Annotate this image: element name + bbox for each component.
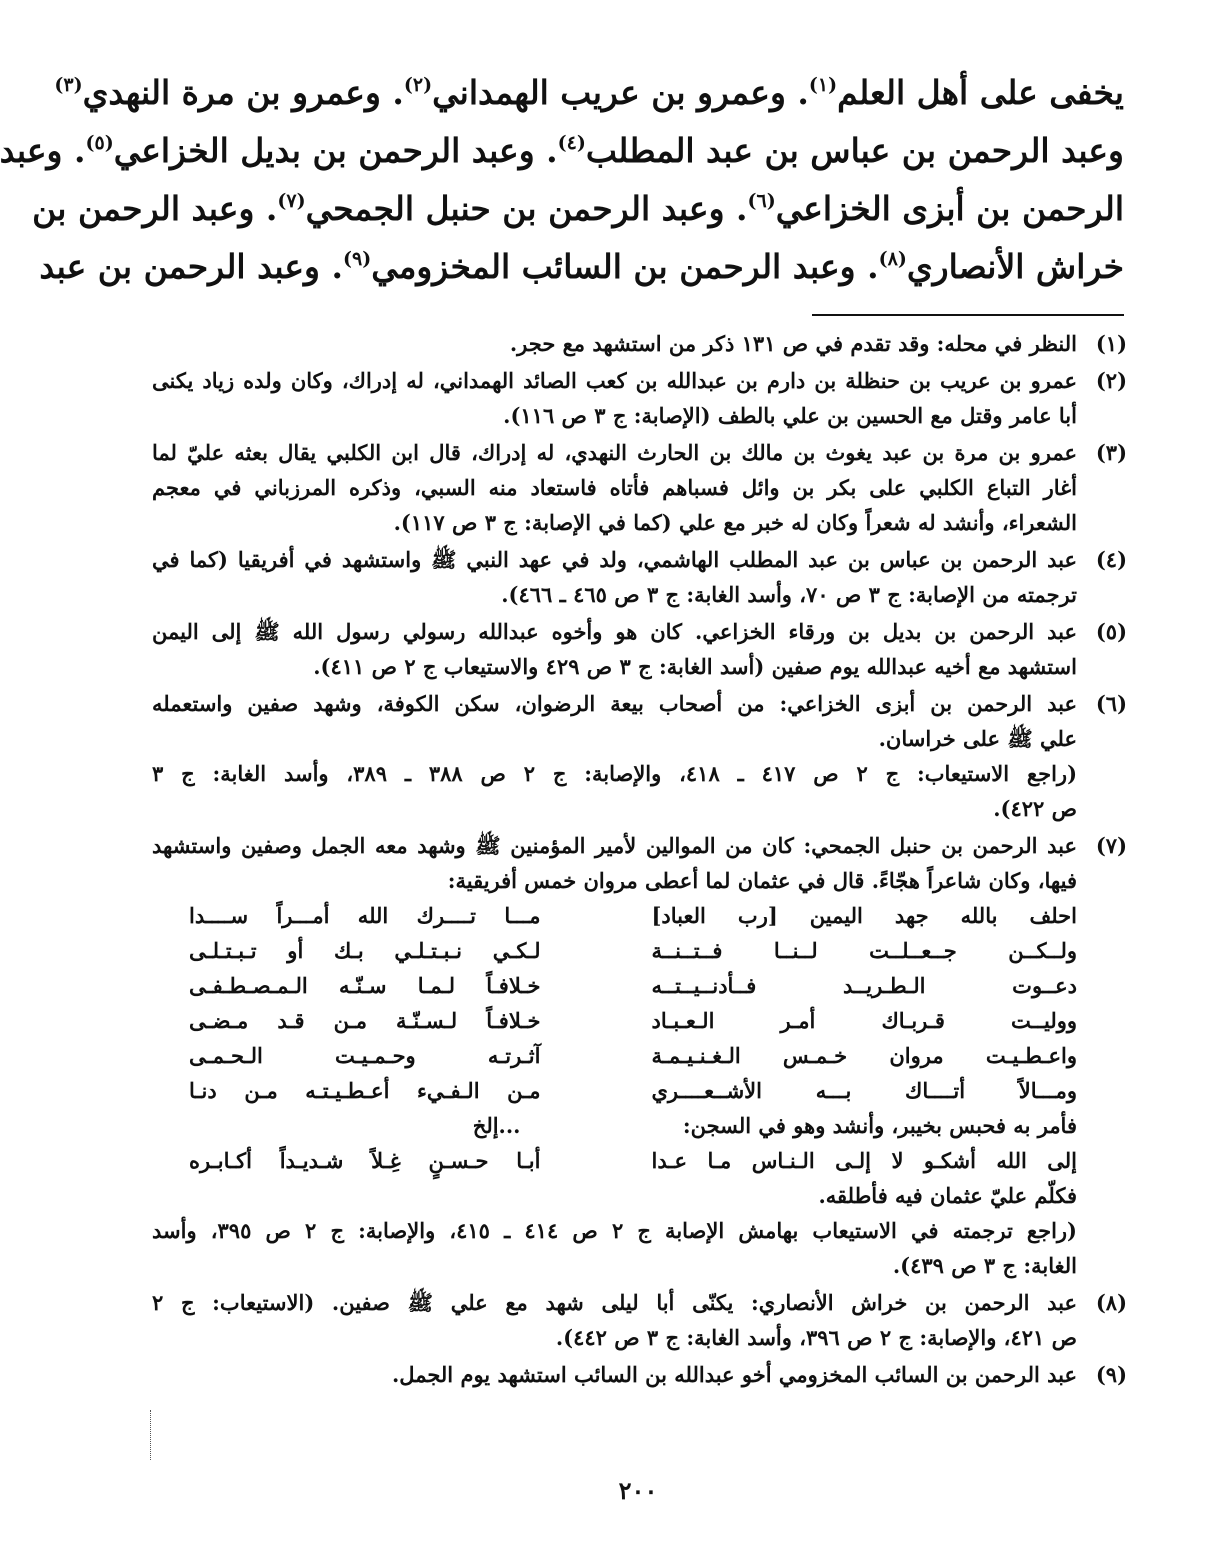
main-text <box>0 64 1124 296</box>
footnote-line: الغابة: ج ٣ ص ٤٣٩). <box>892 1253 1077 1278</box>
footnote-2 <box>152 363 1127 433</box>
footnote-number: (٦) <box>1095 691 1127 716</box>
footnote-separator <box>812 314 1124 316</box>
poem <box>152 898 1077 1178</box>
footnote-body <box>152 686 1077 826</box>
verse-second-hemistich: مـــا تــــرك الله أمـــراً ســــدا <box>189 903 541 928</box>
footnotes <box>152 326 1127 1394</box>
footnote-line: (راجع ترجمته في الاستيعاب بهامش الإصابة ج ٢ ص ٤١٤ ـ ٤١٥، والإصابة: ج ٢ ص ٣٩٥، وأسد <box>152 1218 1077 1243</box>
main-text-segment: يخفى على أهل العلم <box>837 73 1124 112</box>
footnote-line: ص ٤٢٢). <box>993 796 1077 821</box>
verse-first-hemistich: دعــوت الـطـريــد فــأدنــيــتــه <box>651 973 1077 998</box>
main-text-segment: وعبد الرحمن بن عباس بن عبد المطلب <box>585 131 1124 170</box>
verse-first-hemistich: واعـطـيـت مروان خـمـس الـغـنـيـمـة <box>651 1043 1077 1068</box>
footnote-ref[interactable]: (٩) <box>342 248 372 270</box>
main-line-2 <box>0 122 1124 180</box>
footnote-number: (٥) <box>1095 619 1127 644</box>
footnote-body <box>152 828 1077 1283</box>
main-text-segment: . وعبد الرحمن بن بديل الخزاعي <box>113 131 558 170</box>
footnote-line: عبد الرحمن بن عباس بن عبد المطلب الهاشمي، ولد في عهد النبي ﷺ واستشهد في أفريقيا (كما في <box>152 547 1077 572</box>
footnote-ref[interactable]: (٣) <box>54 74 83 96</box>
main-text-segment: خراش الأنصاري <box>906 247 1124 286</box>
footnote-ref[interactable]: (٤) <box>557 132 586 154</box>
footnote-1 <box>152 326 1127 361</box>
verse-first-hemistich: ومـــالاً أتــــاك بـــه الأشــعــــري <box>651 1078 1077 1103</box>
footnote-number: (٤) <box>1095 547 1127 572</box>
footnote-9 <box>152 1357 1127 1392</box>
footnote-3 <box>152 435 1127 540</box>
footnote-line: عمرو بن مرة بن عبد يغوث بن مالك بن الحارث النهدي، له إدراك، قال ابن الكلبي يقال بعثه عليّ لما <box>152 440 1077 465</box>
verse-etc: ...إلخ <box>472 1113 521 1138</box>
footnote-line: فكلّم عليّ عثمان فيه فأطلقه. <box>818 1183 1077 1208</box>
footnote-line: عبد الرحمن بن أبزى الخزاعي: من أصحاب بيعة الرضوان، سكن الكوفة، وشهد صفين واستعمله <box>152 691 1077 716</box>
footnote-number: (٩) <box>1095 1362 1127 1387</box>
verse <box>152 1073 1077 1108</box>
verse-first-hemistich: احلف بالله جهد اليمين [رب العباد] <box>651 903 1077 928</box>
footnote-8 <box>152 1285 1127 1355</box>
footnote-line: ترجمته من الإصابة: ج ٣ ص ٧٠، وأسد الغابة: ج ٣ ص ٤٦٥ ـ ٤٦٦). <box>501 582 1077 607</box>
verse-second-hemistich: خـلافـاً لـسـنّـة مـن قـد مـضـى <box>189 1008 541 1033</box>
main-text-segment: . وعمرو بن عريب الهمداني <box>432 73 809 112</box>
footnote-number: (٢) <box>1095 368 1127 393</box>
main-line-4 <box>39 238 1124 296</box>
main-text-segment: . وعبد الرحمن بن حنبل الجمحي <box>305 189 748 228</box>
verse <box>152 1003 1077 1038</box>
footnote-line: استشهد مع أخيه عبدالله يوم صفين (أسد الغابة: ج ٣ ص ٤٢٩ والاستيعاب ج ٢ ص ٤١١). <box>313 654 1077 679</box>
footnote-ref[interactable]: (٥) <box>85 132 114 154</box>
footnote-line: فيها، وكان شاعراً هجّاءً. قال في عثمان لما أعطى مروان خمس أفريقية: <box>447 868 1077 893</box>
footnote-6 <box>152 686 1127 826</box>
footnote-line: (راجع الاستيعاب: ج ٢ ص ٤١٧ ـ ٤١٨، والإصابة: ج ٢ ص ٣٨٨ ـ ٣٨٩، وأسد الغابة: ج ٣ <box>152 761 1078 786</box>
main-text-segment: . وعبد الرحمن بن <box>32 189 278 228</box>
verse-intro: فأمر به فحبس بخيبر، وأنشد وهو في السجن: <box>682 1113 1077 1138</box>
verse <box>152 933 1077 968</box>
footnote-number: (٨) <box>1095 1290 1127 1315</box>
footnote-body <box>152 326 1077 361</box>
footnote-number: (٧) <box>1095 833 1127 858</box>
footnote-line: عبد الرحمن بن خراش الأنصاري: يكنّى أبا ليلى شهد مع علي ﷺ صفين. (الاستيعاب: ج ٢ <box>152 1290 1077 1315</box>
footnote-ref[interactable]: (٦) <box>747 190 776 212</box>
footnote-body <box>152 435 1077 540</box>
footnote-body <box>152 1285 1077 1355</box>
main-text-segment: . وعبد الرحمن بن السائب المخزومي <box>371 247 879 286</box>
footnote-line: أبا عامر وقتل مع الحسين بن علي بالطف (الإصابة: ج ٣ ص ١١٦). <box>503 403 1077 428</box>
footnote-body <box>152 614 1077 684</box>
footnote-line: أغار التباع الكلبي على بكر بن وائل فسباهم فأتاه فاستعاد منه السبي، وذكره المرزباني في معجم <box>152 475 1077 500</box>
verse-second-hemistich: لـكـي نـبـتـلـي بـك أو تـبـتـلـى <box>189 938 541 963</box>
footnote-line: ص ٤٢١، والإصابة: ج ٢ ص ٣٩٦، وأسد الغابة: ج ٣ ص ٤٤٢). <box>555 1325 1077 1350</box>
footnote-number: (٣) <box>1095 440 1127 465</box>
footnote-7 <box>152 828 1127 1283</box>
footnote-line: علي ﷺ على خراسان. <box>878 726 1077 751</box>
verse <box>152 1038 1077 1073</box>
footnote-ref[interactable]: (١) <box>808 74 838 96</box>
footnote-ref[interactable]: (٧) <box>277 190 306 212</box>
footnote-5 <box>152 614 1127 684</box>
page-number: ٢٠٠ <box>618 1476 658 1505</box>
main-text-segment: الرحمن بن أبزى الخزاعي <box>775 189 1124 228</box>
verse-second-hemistich: آثـرتـه وحـمـيـت الـحـمـى <box>189 1043 541 1068</box>
verse-first-hemistich: إلى الله أشكـو لا إلـى الـنـاس مـا عـدا <box>651 1148 1077 1173</box>
verse <box>152 898 1077 933</box>
margin-mark <box>150 1410 155 1460</box>
verse-first-hemistich: ووليــت قـربـاك أمـر الـعـبـاد <box>651 1008 1077 1033</box>
footnote-number: (١) <box>1095 331 1127 356</box>
verse-second-hemistich: خـلافـاً لـمـا سـنّـه الـمـصـطـفـى <box>189 973 541 998</box>
footnote-ref[interactable]: (٢) <box>403 74 433 96</box>
footnote-ref[interactable]: (٨) <box>878 248 907 270</box>
footnote-line: عبد الرحمن بن بديل بن ورقاء الخزاعي. كان هو وأخوه عبدالله رسولي رسول الله ﷺ إلى اليمن <box>152 619 1077 644</box>
verse-second-hemistich: أبـا حـسـنٍ غِـلاً شـديـداً أكـابـره <box>189 1148 541 1173</box>
main-line-1 <box>54 64 1124 122</box>
footnote-line: النظر في محله: وقد تقدم في ص ١٣١ ذكر من استشهد مع حجر. <box>509 331 1077 356</box>
footnote-line: عمرو بن عريب بن حنظلة بن دارم بن عبدالله بن كعب الصائد الهمداني، له إدراك، وكان ولده زياد يكنى <box>152 368 1077 393</box>
main-text-segment: . وعمرو بن مرة النهدي <box>82 73 404 112</box>
verse-intro-row <box>152 1108 1077 1143</box>
verse-second-hemistich: مـن الـفـيء أعـطـيـتـه مـن دنـا <box>189 1078 541 1103</box>
verse <box>152 1143 1077 1178</box>
footnote-line: عبد الرحمن بن السائب المخزومي أخو عبدالله بن السائب استشهد يوم الجمل. <box>391 1362 1077 1387</box>
main-line-3 <box>32 180 1124 238</box>
verse-first-hemistich: ولــكــن جــعــلــت لــنــا فــتــنــة <box>651 938 1077 963</box>
main-text-segment: . وعبد <box>0 131 86 170</box>
footnote-line: الشعراء، وأنشد له شعراً وكان له خبر مع علي (كما في الإصابة: ج ٣ ص ١١٧). <box>393 510 1077 535</box>
footnote-body <box>152 1357 1077 1392</box>
footnote-body <box>152 542 1077 612</box>
verse <box>152 968 1077 1003</box>
main-text-segment: . وعبد الرحمن بن عبد <box>39 247 343 286</box>
footnote-body <box>152 363 1077 433</box>
footnote-4 <box>152 542 1127 612</box>
footnote-line: عبد الرحمن بن حنبل الجمحي: كان من الموالين لأمير المؤمنين ﷺ وشهد معه الجمل وصفين واستشهد <box>152 833 1077 858</box>
